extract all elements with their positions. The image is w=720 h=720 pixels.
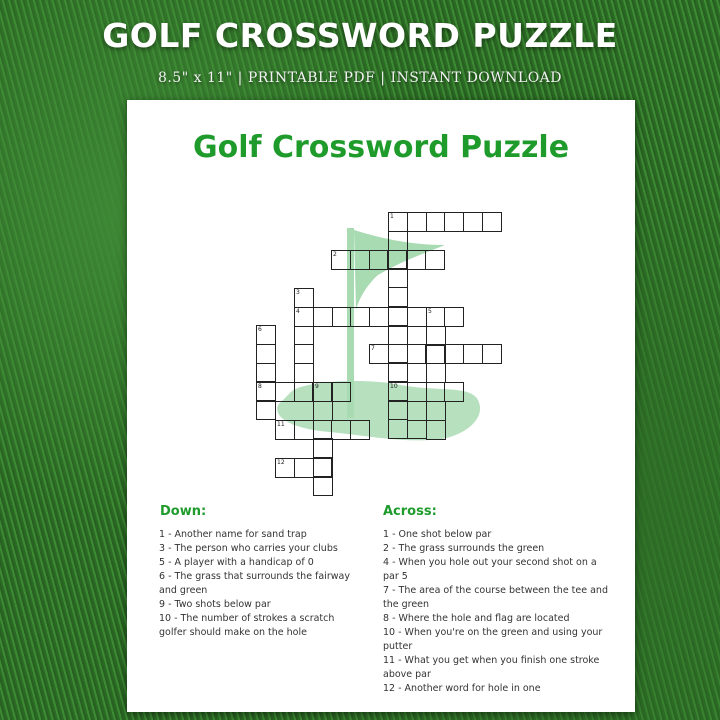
grid-cell[interactable] [426, 326, 446, 346]
cell-number: 5 [428, 308, 432, 315]
grid-cell[interactable] [313, 307, 333, 327]
cell-number: 9 [315, 383, 319, 390]
grid-cell[interactable] [388, 325, 408, 345]
banner-subtitle: 8.5" x 11" | PRINTABLE PDF | INSTANT DOWNLOAD [157, 70, 563, 86]
grid-cell[interactable] [426, 212, 446, 232]
clue-item: 10 - The number of strokes a scratch golfer should make on the hole [159, 613, 335, 638]
cell-number: 1 [390, 213, 394, 220]
cell-number: 12 [277, 459, 285, 466]
grid-cell[interactable] [444, 344, 464, 364]
grid-cell[interactable] [313, 476, 333, 496]
cell-number: 11 [277, 421, 285, 428]
clue-item: 7 - The area of the course between the tee and the green [383, 585, 608, 610]
clue-item: 1 - Another name for sand trap [159, 529, 307, 540]
grid-cell[interactable] [350, 250, 370, 270]
grid-cell[interactable] [256, 344, 276, 364]
grid-cell[interactable] [313, 420, 333, 440]
grid-cell[interactable] [294, 382, 314, 402]
grid-cell[interactable] [425, 250, 445, 270]
grid-cell[interactable] [463, 212, 483, 232]
grid-cell[interactable] [388, 268, 408, 288]
grid-cell[interactable] [369, 250, 389, 270]
grid-cell[interactable] [294, 420, 314, 440]
cell-number: 4 [296, 308, 300, 315]
clue-item: 10 - When you're on the green and using your putter [383, 627, 603, 652]
grid-cell[interactable] [388, 287, 408, 307]
grid-cell[interactable] [463, 344, 483, 364]
grid-cell[interactable] [388, 400, 408, 420]
grid-cell[interactable] [294, 363, 314, 383]
grid-cell[interactable] [444, 382, 464, 402]
clue-item: 6 - The grass that surrounds the fairway and green [159, 571, 350, 596]
clue-item: 1 - One shot below par [383, 529, 492, 540]
cell-number: 8 [258, 383, 262, 390]
grid-cell[interactable] [256, 400, 276, 420]
clue-item: 4 - When you hole out your second shot on a par 5 [383, 557, 597, 582]
grid-cell[interactable] [332, 307, 352, 327]
grid-cell[interactable] [331, 420, 351, 440]
grid-cell[interactable] [331, 382, 351, 402]
grid-cell[interactable] [388, 306, 408, 326]
grid-cell[interactable] [406, 250, 426, 270]
grid-cell[interactable] [388, 419, 408, 439]
grid-cell[interactable] [313, 401, 333, 421]
grid-cell[interactable] [313, 438, 333, 458]
grid-cell[interactable] [407, 420, 427, 440]
clue-item: 2 - The grass surrounds the green [383, 543, 545, 554]
grid-cell[interactable] [426, 363, 446, 383]
grid-cell[interactable] [350, 307, 370, 327]
grid-cell[interactable] [313, 457, 333, 477]
grid-cell[interactable] [294, 458, 314, 478]
cell-number: 7 [371, 345, 375, 352]
puzzle-title: Golf Crossword Puzzle [192, 130, 570, 165]
banner-title: GOLF CROSSWORD PUZZLE [102, 16, 618, 55]
cell-number: 6 [258, 326, 262, 333]
grid-cell[interactable] [388, 250, 408, 270]
grid-cell[interactable] [426, 382, 446, 402]
grid-cell[interactable] [426, 345, 446, 365]
cell-number: 3 [296, 289, 300, 296]
grid-cell[interactable] [407, 212, 427, 232]
grid-cell[interactable] [256, 363, 276, 383]
grid-cell[interactable] [388, 231, 408, 251]
clue-item: 3 - The person who carries your clubs [159, 543, 338, 554]
clue-item: 8 - Where the hole and flag are located [383, 613, 570, 624]
grid-cell[interactable] [369, 307, 389, 327]
grid-cell[interactable] [444, 212, 464, 232]
cell-number: 10 [390, 383, 398, 390]
grid-cell[interactable] [482, 344, 502, 364]
grid-cell[interactable] [294, 326, 314, 346]
cell-number: 2 [333, 251, 337, 258]
grid-cell[interactable] [426, 401, 446, 421]
grid-cell[interactable] [407, 401, 427, 421]
grid-cell[interactable] [350, 420, 370, 440]
grid-cell[interactable] [275, 382, 295, 402]
grid-cell[interactable] [426, 420, 446, 440]
grid-cell[interactable] [294, 344, 314, 364]
across-heading: Across: [383, 504, 437, 519]
clue-item: 5 - A player with a handicap of 0 [159, 557, 314, 568]
down-heading: Down: [160, 504, 207, 519]
grid-cell[interactable] [444, 307, 464, 327]
clue-item: 12 - Another word for hole in one [383, 683, 541, 694]
grid-cell[interactable] [407, 344, 427, 364]
grid-cell[interactable] [407, 382, 427, 402]
clue-item: 9 - Two shots below par [159, 599, 271, 610]
grid-cell[interactable] [388, 362, 408, 382]
clue-item: 11 - What you get when you finish one stroke above par [383, 655, 600, 680]
down-clue-list [159, 528, 359, 640]
grid-cell[interactable] [407, 307, 427, 327]
across-clue-list [383, 528, 615, 696]
grid-cell[interactable] [388, 344, 408, 364]
grid-cell[interactable] [482, 212, 502, 232]
